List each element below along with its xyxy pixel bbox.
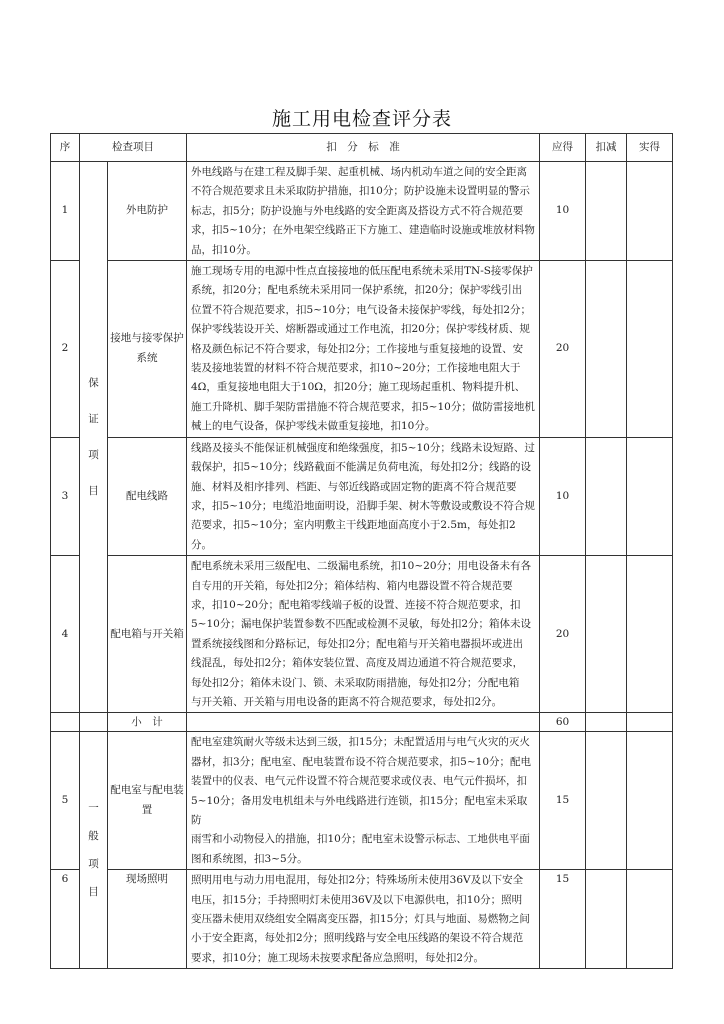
row-due-score: 15 — [540, 870, 586, 969]
row-item: 配电室与配电装置 — [108, 732, 187, 870]
table-row — [51, 437, 673, 555]
row-item: 外电防护 — [108, 162, 187, 261]
row-deduct-cell[interactable] — [586, 437, 627, 555]
row-due-score: 15 — [540, 732, 586, 870]
header-standard: 扣 分 标 准 — [187, 134, 540, 162]
row-item: 现场照明 — [108, 870, 187, 969]
row-actual-cell[interactable] — [627, 162, 673, 261]
subtotal-actual-cell[interactable] — [627, 713, 673, 732]
row-standard: 线路及接头不能保证机械强度和绝缘强度，扣5~10分；线路未设短路、过 载保护，扣5~10分；线路截面不能满足负荷电流，每处扣2分；线路的设 施、材料及相序排列、档距、与邻近线路或固定物的距离不符合规范要 求，扣5~10分；电缆沿地面明设，沿脚手架、树木等敷设或敷设不符合规 范要求，扣5~10分；室内明敷主干线距地面高度小于2.5m，每处扣2分。 — [187, 437, 540, 555]
table-row — [51, 162, 673, 261]
row-item: 配电线路 — [108, 437, 187, 555]
row-due-score: 20 — [540, 556, 586, 713]
row-seq: 6 — [51, 870, 80, 969]
table-row — [51, 870, 673, 969]
inspection-score-table — [50, 133, 673, 969]
row-actual-cell[interactable] — [627, 556, 673, 713]
subtotal-row — [51, 713, 673, 732]
row-deduct-cell[interactable] — [586, 556, 627, 713]
row-seq: 5 — [51, 732, 80, 870]
row-actual-cell[interactable] — [627, 261, 673, 438]
subtotal-score: 60 — [540, 713, 586, 732]
row-due-score: 20 — [540, 261, 586, 438]
row-deduct-cell[interactable] — [586, 732, 627, 870]
table-row — [51, 261, 673, 438]
row-item: 接地与接零保护系统 — [108, 261, 187, 438]
subtotal-label: 小 计 — [108, 713, 187, 732]
subtotal-deduct-cell[interactable] — [586, 713, 627, 732]
row-deduct-cell[interactable] — [586, 261, 627, 438]
row-standard: 配电室建筑耐火等级未达到三级，扣15分；未配置适用与电气火灾的灭火 器材，扣3分；配电室、配电装置布设不符合规范要求，扣5~10分；配电 装置中的仪表、电气元件设置不符合规范要求或仪表、电气元件损坏，扣 5~10分；备用发电机组未与外电线路进行连锁，扣15分；配电室未采取防 雨雪和小动物侵入的措施，扣10分；配电室未设警示标志、工地供电平面 图和系统图，扣3~5分。 — [187, 732, 540, 870]
header-item: 检查项目 — [80, 134, 187, 162]
row-actual-cell[interactable] — [627, 870, 673, 969]
row-deduct-cell[interactable] — [586, 162, 627, 261]
row-actual-cell[interactable] — [627, 437, 673, 555]
header-actual: 实得 — [627, 134, 673, 162]
group-general-items: 一 般 项 目 — [80, 732, 108, 969]
row-standard: 施工现场专用的电源中性点直接接地的低压配电系统未采用TN-S接零保护 系统，扣20分；配电系统未采用同一保护系统，扣20分；保护零线引出 位置不符合规范要求，扣5~10分；电气设备未接保护零线，每处扣2分； 保护零线装设开关、熔断器或通过工作电流，扣20分；保护零线材质、规 格及颜色标记不符合要求，每处扣2分；工作接地与重复接地的设置、安 装及接地装置的材料不符合规范要求，扣10~20分；工作接地电阻大于 4Ω，重复接地电阻大于10Ω，扣20分；施工现场起重机、物料提升机、 施工升降机、脚手架防雷措施不符合规范要求，扣5~10分；做防雷接地机 械上的电气设备，保护零线未做重复接地，扣10分。 — [187, 261, 540, 438]
row-item: 配电箱与开关箱 — [108, 556, 187, 713]
row-standard: 照明用电与动力用电混用，每处扣2分；特殊场所未使用36V及以下安全 电压，扣15分；手持照明灯未使用36V及以下电源供电，扣10分；照明 变压器未使用双绕组安全隔离变压器，扣15分；灯具与地面、易燃物之间 小于安全距离，每处扣2分；照明线路与安全电压线路的架设不符合规范 要求，扣10分；施工现场未按要求配备应急照明，每处扣2分。 — [187, 870, 540, 969]
row-seq: 2 — [51, 261, 80, 438]
row-standard: 外电线路与在建工程及脚手架、起重机械、场内机动车道之间的安全距离 不符合规范要求且未采取防护措施，扣10分；防护设施未设置明显的警示 标志，扣5分；防护设施与外电线路的安全距离及搭设方式不符合规范要 求，扣5~10分；在外电架空线路正下方施工、建造临时设施或堆放材料物 品，扣10分。 — [187, 162, 540, 261]
row-actual-cell[interactable] — [627, 732, 673, 870]
row-seq: 4 — [51, 556, 80, 713]
row-due-score: 10 — [540, 162, 586, 261]
row-standard: 配电系统未采用三级配电、二级漏电系统，扣10~20分；用电设备未有各 自专用的开关箱，每处扣2分；箱体结构、箱内电器设置不符合规范要 求，扣10~20分；配电箱零线端子板的设置、连接不符合规范要求，扣 5~10分；漏电保护装置参数不匹配或检测不灵敏，每处扣2分；箱体未设 置系统接线图和分路标记，每处扣2分；配电箱与开关箱电器损坏或进出 线混乱，每处扣2分；箱体安装位置、高度及周边通道不符合规范要求， 每处扣2分；箱体未设门、锁、未采取防雨措施，每处扣2分；分配电箱 与开关箱、开关箱与用电设备的距离不符合规范要求，每处扣2分。 — [187, 556, 540, 713]
row-seq: 1 — [51, 162, 80, 261]
row-seq: 3 — [51, 437, 80, 555]
table-row — [51, 732, 673, 870]
group-guarantee-items: 保 证 项 目 — [80, 162, 108, 713]
header-seq: 序 — [51, 134, 80, 162]
page-title: 施工用电检查评分表 — [271, 108, 452, 130]
header-row — [51, 134, 673, 162]
row-deduct-cell[interactable] — [586, 870, 627, 969]
row-due-score: 10 — [540, 437, 586, 555]
header-due: 应得 — [540, 134, 586, 162]
header-deduct: 扣减 — [586, 134, 627, 162]
table-row — [51, 556, 673, 713]
